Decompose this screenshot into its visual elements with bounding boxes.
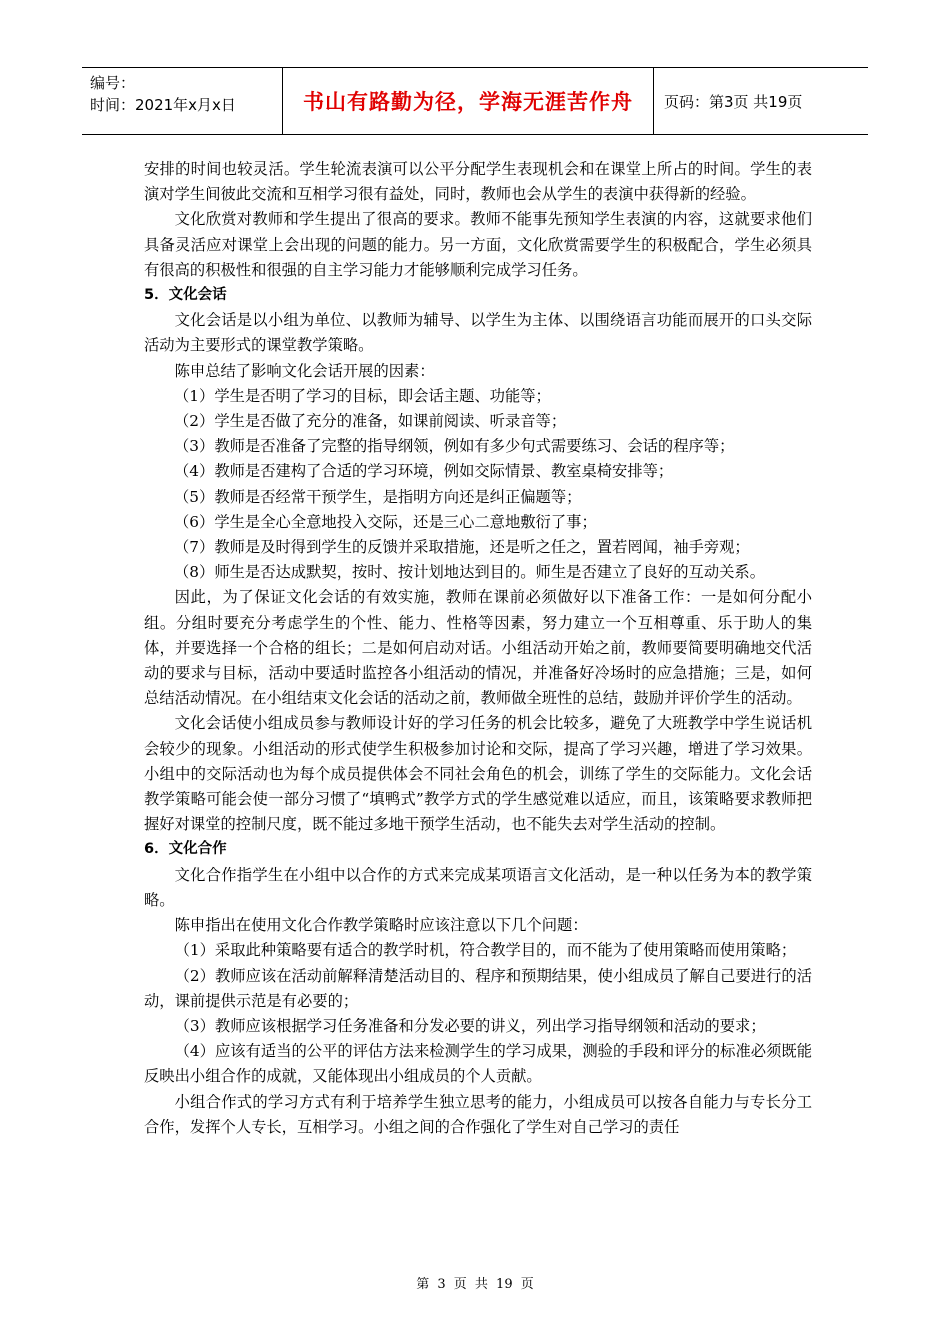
- list-item: （3）教师应该根据学习任务准备和分发必要的讲义，列出学习指导纲领和活动的要求；: [174, 1016, 766, 1035]
- paragraph: 陈申总结了影响文化会话开展的因素：: [174, 361, 435, 380]
- header-meta: [82, 68, 282, 134]
- paragraph: 陈申指出在使用文化合作教学策略时应该注意以下几个问题：: [174, 916, 588, 935]
- header-page-number: 页码：第3页 共19页: [664, 92, 803, 111]
- list-item: （5）教师是否经常干预学生，是指明方向还是纠正偏题等；: [174, 487, 582, 506]
- paragraph: 文化会话是以小组为单位、以教师为辅导、以学生为主体、以围绕语言功能而展开的口头交际活动为主要形式的课堂教学策略。: [144, 311, 812, 355]
- paragraph: 因此，为了保证文化会话的有效实施，教师在课前必须做好以下准备工作：一是如何分配小组。分组时要充分考虑学生的个性、能力、性格等因素，努力建立一个互相尊重、乐于助人的集体，并要选择一个合格的组长；二是如何启动对话。小组活动开始之前，教师要简要明确地交代活动的要求与目标，活动中要适时监控各小组活动的情况，并准备好冷场时的应急措施；三是，如何总结活动情况。在小组结束文化会话的活动之前，教师做全班性的总结，鼓励并评价学生的活动。: [144, 588, 812, 708]
- list-item: （2）学生是否做了充分的准备，如课前阅读、听录音等；: [174, 412, 567, 431]
- list-item: （3）教师是否准备了完整的指导纲领，例如有多少句式需要练习、会话的程序等；: [174, 437, 735, 456]
- page-header: [82, 67, 868, 135]
- list-item: （4）应该有适当的公平的评估方法来检测学生的学习成果，测验的手段和评分的标准必须既能反映出小组合作的成就，又能体现出小组成员的个人贡献。: [144, 1042, 812, 1086]
- list-item: （8）师生是否达成默契，按时、按计划地达到目的。师生是否建立了良好的互动关系。: [174, 563, 766, 582]
- list-item: （7）教师是及时得到学生的反馈并采取措施，还是听之任之，置若罔闻，袖手旁观；: [174, 538, 750, 557]
- list-item: （6）学生是全心全意地投入交际，还是三心二意地敷衍了事；: [174, 512, 597, 531]
- list-item: （4）教师是否建构了合适的学习环境，例如交际情景、教室桌椅安排等；: [174, 462, 674, 481]
- list-item: （1）采取此种策略要有适合的教学时机，符合教学目的，而不能为了使用策略而使用策略；: [174, 941, 797, 960]
- page-footer: 第 3 页 共 19 页: [416, 1277, 534, 1292]
- section-heading: 6．文化合作: [144, 841, 227, 858]
- paragraph: 文化会话使小组成员参与教师设计好的学习任务的机会比较多，避免了大班教学中学生说话机会较少的现象。小组活动的形式使学生积极参加讨论和交际，提高了学习兴趣，增进了学习效果。小组中的交际活动也为每个成员提供体会不同社会角色的机会，训练了学生的交际能力。文化会话教学策略可能会使一部分习惯了“填鸭式”教学方式的学生感觉难以适应，而且，该策略要求教师把握好对课堂的控制尺度，既不能过多地干预学生活动，也不能失去对学生活动的控制。: [144, 714, 812, 834]
- paragraph: 文化欣赏对教师和学生提出了很高的要求。教师不能事先预知学生表演的内容，这就要求他们具备灵活应对课堂上会出现的问题的能力。另一方面，文化欣赏需要学生的积极配合，学生必须具有很高的积极性和很强的自主学习能力才能够顺利完成学习任务。: [144, 210, 812, 279]
- header-motto: 书山有路勤为径，学海无涯苦作舟: [282, 68, 654, 134]
- document-date: 时间：2021年x月x日: [90, 96, 236, 114]
- paragraph: 安排的时间也较灵活。学生轮流表演可以公平分配学生表现机会和在课堂上所占的时间。学生的表演对学生间彼此交流和互相学习很有益处，同时，教师也会从学生的表演中获得新的经验。: [144, 160, 812, 204]
- list-item: （1）学生是否明了学习的目标，即会话主题、功能等；: [174, 386, 551, 405]
- document-number: 编号：: [90, 74, 136, 92]
- paragraph: 文化合作指学生在小组中以合作的方式来完成某项语言文化活动，是一种以任务为本的教学策略。: [144, 865, 812, 909]
- document-body: [144, 157, 812, 1140]
- section-heading: 5．文化会话: [144, 287, 227, 304]
- paragraph: 小组合作式的学习方式有利于培养学生独立思考的能力，小组成员可以按各自能力与专长分工合作，发挥个人专长，互相学习。小组之间的合作强化了学生对自己学习的责任: [144, 1092, 812, 1136]
- list-item: （2）教师应该在活动前解释清楚活动目的、程序和预期结果，使小组成员了解自己要进行的活动，课前提供示范是有必要的；: [144, 966, 812, 1010]
